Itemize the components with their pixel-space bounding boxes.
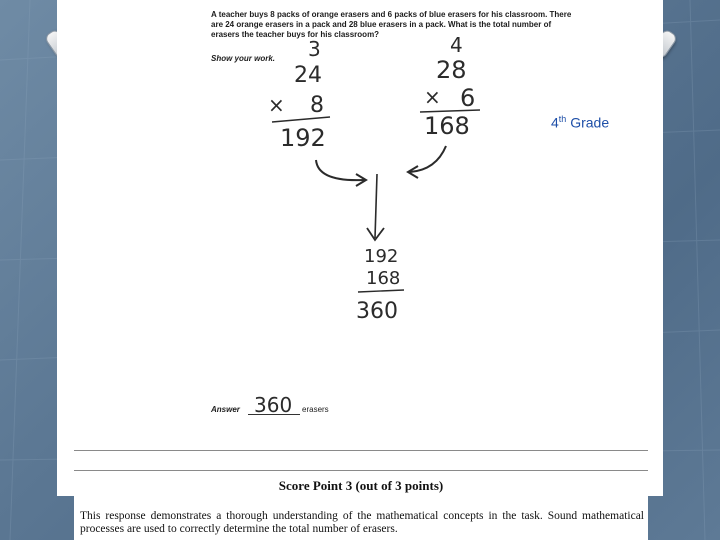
answer-unit: erasers — [302, 405, 329, 414]
grade-suffix: th — [558, 114, 567, 124]
score-divider — [74, 470, 648, 471]
grade-word: Grade — [570, 114, 610, 131]
grade-label — [551, 114, 609, 131]
right-carry: 4 — [450, 33, 463, 57]
left-product: 192 — [280, 124, 326, 152]
score-description: This response demonstrates a thorough understanding of the mathematical concepts in the task. Sound mathematical processes are used to correctly determine the total number of erasers. — [80, 510, 644, 535]
left-multiplier: 8 — [310, 93, 324, 118]
left-top-number: 24 — [294, 63, 322, 88]
answer-value: 360 — [254, 393, 293, 417]
right-operator: × — [424, 85, 441, 109]
answer-label: Answer — [211, 405, 240, 414]
grade-number: 4 — [551, 114, 559, 131]
question-text: A teacher buys 8 packs of orange erasers and 6 packs of blue erasers for his classroom. There are 24 orange erasers in a pack and 28 blue erasers in a pack. What is the total number of erasers the teacher buys for his classroom? — [211, 10, 572, 39]
sum-addend-2: 168 — [366, 268, 401, 289]
sum-addend-1: 192 — [364, 246, 399, 267]
right-product: 168 — [424, 112, 470, 140]
sum-total: 360 — [356, 299, 398, 324]
left-carry: 3 — [308, 37, 321, 61]
score-title: Score Point 3 (out of 3 points) — [278, 478, 444, 493]
handwritten-work — [168, 0, 578, 448]
top-divider — [74, 450, 648, 451]
score-panel — [74, 470, 648, 540]
answer-line — [248, 414, 300, 415]
left-operator: × — [268, 93, 285, 117]
student-work-scan — [168, 0, 578, 448]
right-multiplier: 6 — [460, 84, 476, 112]
right-top-number: 28 — [436, 56, 467, 84]
show-work-prompt: Show your work. — [211, 54, 276, 63]
